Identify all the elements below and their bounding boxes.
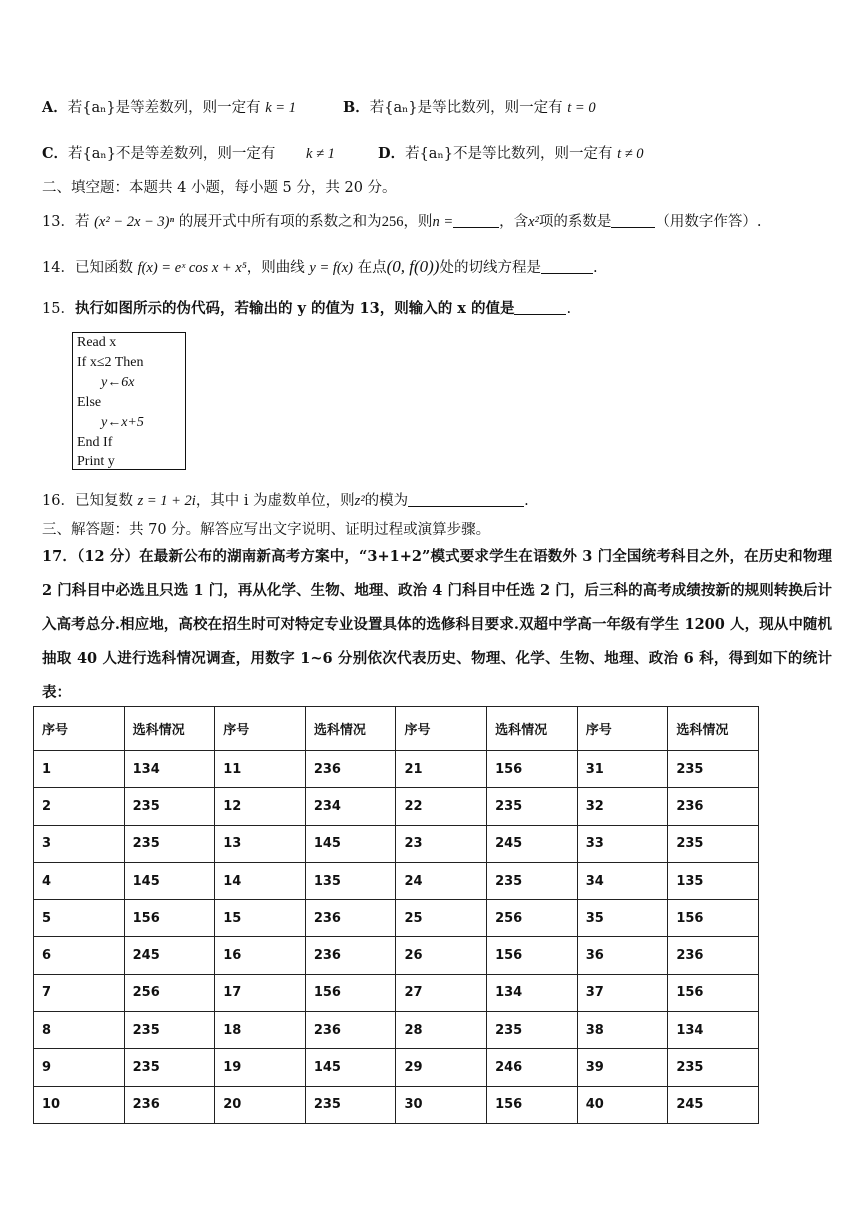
serial-cell: 34 (577, 862, 668, 899)
table-row (34, 974, 759, 1011)
q13-num: 13． (42, 214, 75, 230)
selection-cell: 256 (487, 900, 578, 937)
serial-cell: 1 (34, 751, 125, 788)
question-16 (42, 489, 529, 510)
serial-cell: 40 (577, 1086, 668, 1123)
selection-stats-table (33, 706, 759, 1124)
serial-cell: 10 (34, 1086, 125, 1123)
serial-cell: 30 (396, 1086, 487, 1123)
serial-cell: 38 (577, 1012, 668, 1049)
table-row (34, 751, 759, 788)
selection-cell: 135 (668, 862, 759, 899)
selection-cell: 234 (305, 788, 396, 825)
option-d-text: 若{aₙ}不是等比数列，则一定有 (405, 146, 613, 162)
q16-end: . (524, 493, 529, 509)
q16-part3: 的模为 (364, 493, 409, 509)
serial-cell: 13 (215, 825, 306, 862)
selection-cell: 156 (668, 974, 759, 1011)
q14-part1: 已知函数 (74, 260, 133, 276)
q13-expr: (x² − 2x − 3)ⁿ (94, 214, 175, 230)
table-row (34, 1049, 759, 1086)
option-c-text: 若{aₙ}不是等差数列，则一定有 (68, 146, 276, 162)
option-b-text: 若{aₙ}是等比数列，则一定有 (369, 100, 563, 116)
serial-cell: 16 (215, 937, 306, 974)
section2-heading: 二、填空题：本题共 4 小题，每小题 5 分，共 20 分。 (42, 180, 397, 196)
header-cell: 序号 (215, 707, 306, 751)
option-a-math: k = 1 (265, 100, 296, 116)
serial-cell: 11 (215, 751, 306, 788)
q14-point: (0, f(0)) (386, 257, 440, 276)
q13-blank-2[interactable] (611, 213, 655, 228)
serial-cell: 18 (215, 1012, 306, 1049)
q14-num: 14． (42, 260, 75, 276)
q14-end: . (592, 260, 598, 276)
serial-cell: 21 (396, 751, 487, 788)
selection-cell: 236 (668, 788, 759, 825)
q15-end: . (566, 301, 572, 317)
header-cell: 选科情况 (124, 707, 215, 751)
selection-cell: 134 (668, 1012, 759, 1049)
code-line-3: y←6x (101, 375, 135, 390)
serial-cell: 19 (215, 1049, 306, 1086)
option-d-label: D． (378, 145, 406, 162)
serial-cell: 36 (577, 937, 668, 974)
q13-part6: （用数字作答）. (655, 214, 762, 230)
q13-part5: 项的系数是 (538, 214, 612, 230)
header-cell: 序号 (34, 707, 125, 751)
header-cell: 选科情况 (487, 707, 578, 751)
code-line-7: Print y (77, 454, 115, 469)
pseudocode-box (72, 332, 186, 470)
serial-cell: 17 (215, 974, 306, 1011)
header-cell: 序号 (396, 707, 487, 751)
selection-cell: 235 (487, 862, 578, 899)
selection-cell: 236 (305, 900, 396, 937)
option-d (378, 142, 644, 163)
serial-cell: 24 (396, 862, 487, 899)
selection-cell: 235 (668, 1049, 759, 1086)
serial-cell: 28 (396, 1012, 487, 1049)
selection-cell: 246 (487, 1049, 578, 1086)
selection-cell: 236 (124, 1086, 215, 1123)
q14-part3: 在点 (357, 260, 387, 276)
serial-cell: 25 (396, 900, 487, 937)
selection-cell: 236 (305, 1012, 396, 1049)
q14-curve: y = f(x) (309, 260, 353, 276)
q13-part4: ，含 (499, 214, 529, 230)
serial-cell: 2 (34, 788, 125, 825)
serial-cell: 22 (396, 788, 487, 825)
serial-cell: 6 (34, 937, 125, 974)
code-line-6: End If (77, 435, 113, 450)
serial-cell: 3 (34, 825, 125, 862)
serial-cell: 32 (577, 788, 668, 825)
question-13 (42, 210, 762, 231)
serial-cell: 37 (577, 974, 668, 1011)
serial-cell: 7 (34, 974, 125, 1011)
section3-heading: 三、解答题：共 70 分。解答应写出文字说明、证明过程或演算步骤。 (42, 522, 491, 538)
q16-expr: z = 1 + 2i (137, 493, 196, 509)
selection-cell: 145 (124, 862, 215, 899)
option-a-label: A． (42, 99, 68, 116)
q13-blank-1[interactable] (453, 213, 499, 228)
code-line-5: y←x+5 (101, 415, 144, 430)
q13-var: n = (432, 214, 454, 230)
selection-cell: 235 (124, 1012, 215, 1049)
question-15 (42, 297, 571, 318)
selection-cell: 235 (124, 825, 215, 862)
option-d-math: t ≠ 0 (617, 146, 644, 162)
code-line-1: Read x (77, 335, 117, 350)
serial-cell: 4 (34, 862, 125, 899)
selection-cell: 156 (668, 900, 759, 937)
serial-cell: 33 (577, 825, 668, 862)
q15-text: 执行如图所示的伪代码，若输出的 y 的值为 13，则输入的 x 的值是 (74, 300, 515, 317)
selection-cell: 156 (124, 900, 215, 937)
q15-blank[interactable] (514, 300, 566, 315)
q13-part3: ，则 (403, 214, 433, 230)
selection-cell: 235 (305, 1086, 396, 1123)
option-c (42, 142, 335, 163)
selection-cell: 256 (124, 974, 215, 1011)
code-line-4: Else (77, 395, 102, 410)
serial-cell: 26 (396, 937, 487, 974)
question-17-text: 17．（12 分）在最新公布的湖南新高考方案中，“3+1+2”模式要求学生在语数外 3 门全国统考科目之外，在历史和物理 2 门科目中必选且只选 1 门，再从化学、生物、地理、政治 4 门科目中任选 2 门，后三科的高考成绩按新的规则转换后计入高考总分.相应地，高校在招生时可对特定专业设置具体的选修科目要求.双超中学高一年级有学生 1200 人，现从中随机抽取 40 人进行选科情况调查，用数字 1~6 分别依次代表历史、物理、化学、生物、地理、政治 6 科，得到如下的统计表： (42, 548, 832, 701)
table-header-row (34, 707, 759, 751)
option-a-text: 若{aₙ}是等差数列，则一定有 (67, 100, 261, 116)
selection-cell: 245 (487, 825, 578, 862)
selection-cell: 235 (487, 1012, 578, 1049)
serial-cell: 23 (396, 825, 487, 862)
header-cell: 选科情况 (668, 707, 759, 751)
q16-blank[interactable] (408, 492, 524, 507)
table-row (34, 1012, 759, 1049)
serial-cell: 9 (34, 1049, 125, 1086)
option-a (42, 96, 296, 117)
selection-cell: 245 (124, 937, 215, 974)
serial-cell: 27 (396, 974, 487, 1011)
selection-cell: 145 (305, 825, 396, 862)
serial-cell: 8 (34, 1012, 125, 1049)
q14-func: f(x) = eˣ cos x + x⁵ (137, 260, 247, 276)
q14-part4: 处的切线方程是 (439, 260, 541, 276)
option-b (343, 96, 596, 117)
serial-cell: 15 (215, 900, 306, 937)
serial-cell: 31 (577, 751, 668, 788)
table-row (34, 1086, 759, 1123)
selection-cell: 134 (124, 751, 215, 788)
selection-cell: 235 (124, 1049, 215, 1086)
q16-part2: ，其中 i 为虚数单位，则 (195, 493, 355, 509)
code-line-2: If x≤2 Then (77, 355, 144, 370)
selection-cell: 156 (487, 751, 578, 788)
selection-cell: 235 (668, 751, 759, 788)
selection-cell: 235 (124, 788, 215, 825)
selection-cell: 135 (305, 862, 396, 899)
serial-cell: 35 (577, 900, 668, 937)
selection-cell: 236 (668, 937, 759, 974)
q16-num: 16． (42, 493, 75, 509)
q13-term: x² (528, 214, 539, 230)
q13-part2: 的展开式中所有项的系数之和为 (178, 214, 382, 230)
serial-cell: 5 (34, 900, 125, 937)
q13-value: 256 (381, 214, 404, 230)
selection-cell: 236 (305, 937, 396, 974)
serial-cell: 20 (215, 1086, 306, 1123)
selection-cell: 145 (305, 1049, 396, 1086)
table-row (34, 825, 759, 862)
header-cell: 序号 (577, 707, 668, 751)
q15-num: 15． (42, 301, 75, 317)
selection-cell: 134 (487, 974, 578, 1011)
q16-z2: z² (354, 493, 365, 509)
q14-part2: ，则曲线 (246, 260, 305, 276)
serial-cell: 39 (577, 1049, 668, 1086)
table-row (34, 862, 759, 899)
q14-blank[interactable] (541, 259, 593, 274)
selection-cell: 235 (487, 788, 578, 825)
option-b-label: B． (343, 99, 370, 116)
table-body (34, 751, 759, 1124)
serial-cell: 12 (215, 788, 306, 825)
selection-cell: 156 (487, 1086, 578, 1123)
option-c-math: k ≠ 1 (306, 146, 335, 162)
selection-cell: 236 (305, 751, 396, 788)
option-b-math: t = 0 (567, 100, 596, 116)
serial-cell: 29 (396, 1049, 487, 1086)
option-c-label: C． (42, 145, 69, 162)
table-row (34, 937, 759, 974)
header-cell: 选科情况 (305, 707, 396, 751)
q13-part1: 若 (74, 214, 90, 230)
selection-cell: 245 (668, 1086, 759, 1123)
table-row (34, 788, 759, 825)
selection-cell: 235 (668, 825, 759, 862)
serial-cell: 14 (215, 862, 306, 899)
table-row (34, 900, 759, 937)
selection-cell: 156 (487, 937, 578, 974)
selection-cell: 156 (305, 974, 396, 1011)
question-14 (42, 256, 598, 277)
q16-part1: 已知复数 (74, 493, 133, 509)
